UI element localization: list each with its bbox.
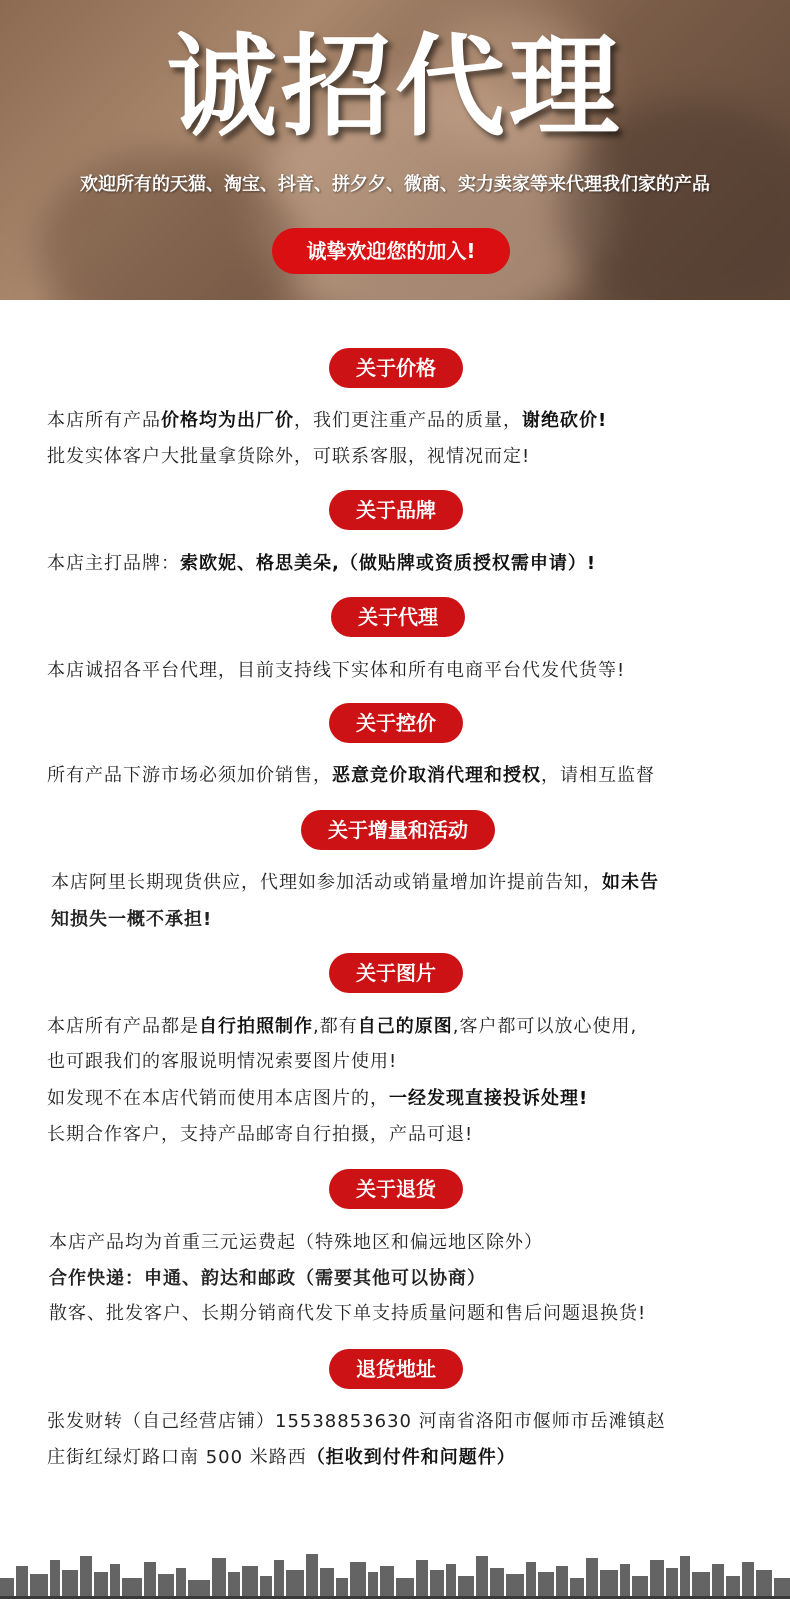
section-heading-returns: 关于退货 (329, 1169, 463, 1209)
address-line-2: 庄街红绿灯路口南 500 米路西（拒收到付件和问题件） (47, 1447, 516, 1468)
returns-line-1: 本店产品均为首重三元运费起（特殊地区和偏远地区除外） (49, 1232, 543, 1253)
images-line-2: 也可跟我们的客服说明情况索要图片使用! (47, 1051, 398, 1072)
price-line-1: 本店所有产品价格均为出厂价，我们更注重产品的质量，谢绝砍价! (47, 410, 608, 431)
address-line-1: 张发财转（自己经营店铺）15538853630 河南省洛阳市偃师市岳滩镇赵 (47, 1411, 666, 1432)
returns-line-3: 散客、批发客户、长期分销商代发下单支持质量问题和售后问题退换货! (49, 1303, 647, 1324)
section-heading-return-address: 退货地址 (329, 1349, 463, 1389)
join-button[interactable]: 诚挚欢迎您的加入! (272, 228, 510, 274)
section-heading-price: 关于价格 (329, 348, 463, 388)
section-heading-price-control: 关于控价 (329, 703, 463, 743)
hero-subtitle: 欢迎所有的天猫、淘宝、抖音、拼夕夕、微商、实力卖家等来代理我们家的产品 (80, 174, 710, 195)
hero-title: 诚招代理 (167, 23, 623, 151)
images-line-4: 长期合作客户，支持产品邮寄自行拍摄，产品可退! (47, 1124, 474, 1145)
section-heading-images: 关于图片 (329, 953, 463, 993)
images-line-1: 本店所有产品都是自行拍照制作,都有自己的原图,客户都可以放心使用, (47, 1016, 638, 1037)
volume-line-1: 本店阿里长期现货供应，代理如参加活动或销量增加许提前告知，如未告 (51, 872, 659, 893)
brand-line-1: 本店主打品牌：索欧妮、格思美朵,（做贴牌或资质授权需申请）! (47, 553, 597, 574)
section-heading-volume: 关于增量和活动 (301, 810, 495, 850)
city-skyline-graphic (0, 1538, 790, 1599)
hero-banner (0, 0, 790, 300)
section-heading-agent: 关于代理 (331, 597, 465, 637)
section-heading-brand: 关于品牌 (329, 490, 463, 530)
images-line-3: 如发现不在本店代销而使用本店图片的，一经发现直接投诉处理! (47, 1088, 589, 1109)
price-control-line-1: 所有产品下游市场必须加价销售，恶意竞价取消代理和授权，请相互监督 (47, 765, 655, 786)
volume-line-2: 知损失一概不承担! (51, 909, 213, 930)
returns-line-2: 合作快递：申通、韵达和邮政（需要其他可以协商） (49, 1268, 486, 1289)
agent-line-1: 本店诚招各平台代理，目前支持线下实体和所有电商平台代发代货等! (47, 660, 626, 681)
price-line-2: 批发实体客户大批量拿货除外，可联系客服，视情况而定! (47, 446, 531, 467)
